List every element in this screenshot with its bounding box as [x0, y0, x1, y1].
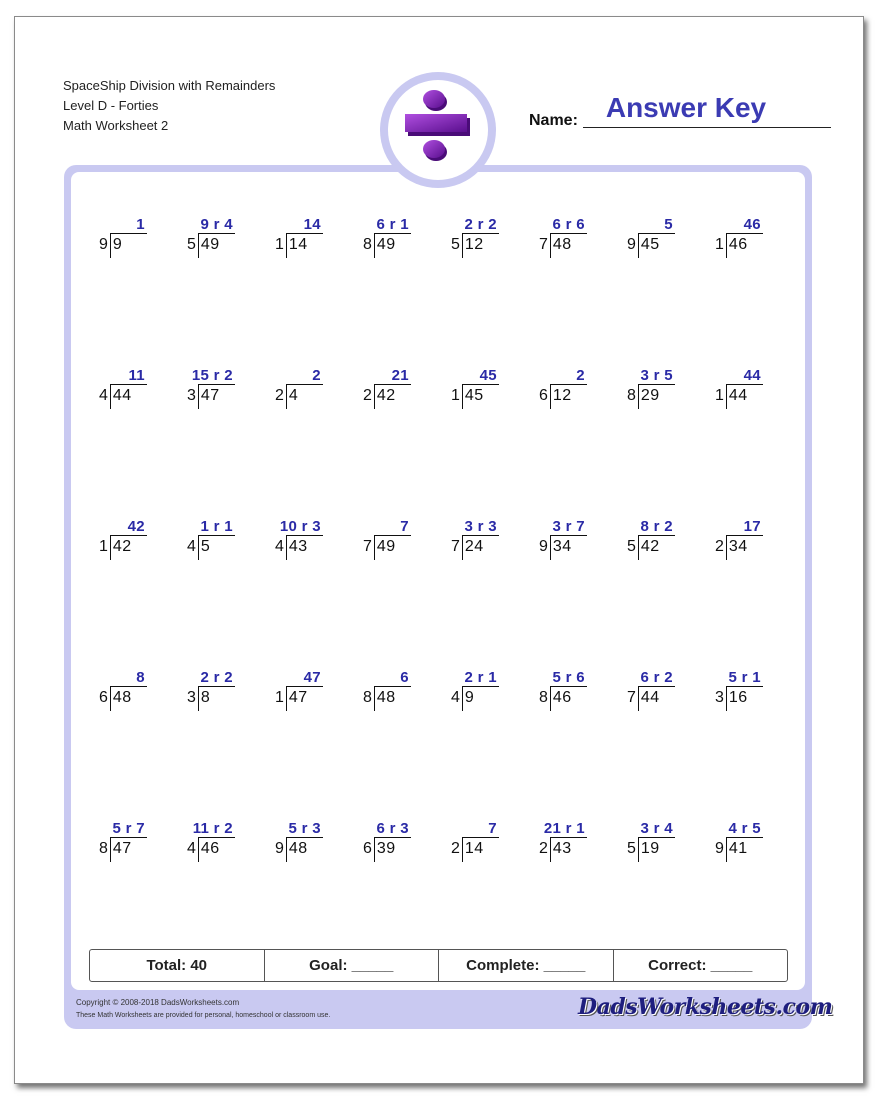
division-problem: [274, 367, 346, 411]
quotient-answer: 14: [303, 216, 321, 233]
divisor: 5: [450, 236, 460, 253]
quotient-answer: 45: [479, 367, 497, 384]
division-problem: [626, 820, 698, 864]
dividend: 47: [112, 840, 132, 857]
quotient-answer: 2 r 2: [464, 216, 497, 233]
quotient-answer: 3 r 4: [640, 820, 673, 837]
divisor: 9: [626, 236, 636, 253]
quotient-answer: 6 r 6: [552, 216, 585, 233]
divisor: 4: [186, 538, 196, 555]
name-line: [583, 127, 831, 128]
quotient-answer: 3 r 7: [552, 518, 585, 535]
division-problem: [98, 669, 170, 713]
quotient-answer: 8: [136, 669, 145, 686]
dividend: 34: [552, 538, 572, 555]
dividend: 41: [728, 840, 748, 857]
dividend: 44: [112, 387, 132, 404]
divisor: 4: [98, 387, 108, 404]
divisor: 8: [362, 236, 372, 253]
quotient-answer: 3 r 5: [640, 367, 673, 384]
problem-area: [71, 172, 805, 990]
dividend: 48: [376, 689, 396, 706]
total-cell: Total: 40: [90, 950, 265, 981]
division-problem: [362, 669, 434, 713]
quotient-answer: 6 r 1: [376, 216, 409, 233]
quotient-answer: 5 r 6: [552, 669, 585, 686]
dividend: 4: [288, 387, 299, 404]
division-problem: [450, 367, 522, 411]
quotient-answer: 2 r 2: [200, 669, 233, 686]
division-problem: [98, 216, 170, 260]
worksheet-title: SpaceShip Division with Remainders: [63, 78, 276, 93]
division-problem: [626, 216, 698, 260]
quotient-answer: 21 r 1: [543, 820, 585, 837]
division-problem: [626, 669, 698, 713]
division-problem: [362, 216, 434, 260]
dividend: 12: [552, 387, 572, 404]
divisor: 3: [714, 689, 724, 706]
division-problem: [274, 669, 346, 713]
quotient-answer: 1 r 1: [200, 518, 233, 535]
divisor: 5: [626, 840, 636, 857]
quotient-answer: 5 r 1: [728, 669, 761, 686]
division-problem: [450, 669, 522, 713]
dividend: 44: [728, 387, 748, 404]
copyright-text: Copyright © 2008-2018 DadsWorksheets.com: [76, 998, 240, 1007]
division-problem: [186, 216, 258, 260]
divisor: 4: [274, 538, 284, 555]
divisor: 6: [362, 840, 372, 857]
divisor: 9: [538, 538, 548, 555]
divisor: 3: [186, 387, 196, 404]
division-problem: [274, 518, 346, 562]
divisor: 1: [98, 538, 108, 555]
divisor: 9: [98, 236, 108, 253]
division-problem: [714, 367, 786, 411]
dividend: 48: [288, 840, 308, 857]
quotient-answer: 21: [391, 367, 409, 384]
quotient-answer: 2: [312, 367, 321, 384]
division-problem: [714, 820, 786, 864]
dividend: 14: [288, 236, 308, 253]
dividend: 49: [376, 538, 396, 555]
quotient-answer: 2 r 1: [464, 669, 497, 686]
divisor: 2: [274, 387, 284, 404]
dividend: 47: [200, 387, 220, 404]
quotient-answer: 6 r 3: [376, 820, 409, 837]
divisor: 7: [362, 538, 372, 555]
divisor: 1: [450, 387, 460, 404]
dividend: 44: [640, 689, 660, 706]
dividend: 48: [112, 689, 132, 706]
dividend: 42: [640, 538, 660, 555]
dividend: 12: [464, 236, 484, 253]
quotient-answer: 10 r 3: [279, 518, 321, 535]
divisor: 7: [626, 689, 636, 706]
division-problem: [362, 367, 434, 411]
division-problem: [450, 518, 522, 562]
divisor: 7: [450, 538, 460, 555]
division-problem: [450, 216, 522, 260]
divisor: 6: [98, 689, 108, 706]
divisor: 9: [274, 840, 284, 857]
division-problem: [538, 518, 610, 562]
quotient-answer: 15 r 2: [191, 367, 233, 384]
quotient-answer: 7: [400, 518, 409, 535]
quotient-answer: 46: [743, 216, 761, 233]
divisor: 8: [538, 689, 548, 706]
division-problem: [98, 518, 170, 562]
divisor: 1: [274, 689, 284, 706]
dividend: 8: [200, 689, 211, 706]
dividend: 16: [728, 689, 748, 706]
divisor: 5: [626, 538, 636, 555]
dividend: 14: [464, 840, 484, 857]
division-problem: [626, 518, 698, 562]
quotient-answer: 7: [488, 820, 497, 837]
division-problem: [450, 820, 522, 864]
quotient-answer: 5 r 3: [288, 820, 321, 837]
division-problem: [98, 820, 170, 864]
quotient-answer: 9 r 4: [200, 216, 233, 233]
dividend: 49: [376, 236, 396, 253]
dividend: 24: [464, 538, 484, 555]
divisor: 5: [186, 236, 196, 253]
divisor: 8: [362, 689, 372, 706]
dividend: 5: [200, 538, 211, 555]
quotient-answer: 47: [303, 669, 321, 686]
quotient-answer: 44: [743, 367, 761, 384]
quotient-answer: 5: [664, 216, 673, 233]
division-problem: [274, 820, 346, 864]
division-problem: [98, 367, 170, 411]
divisor: 2: [362, 387, 372, 404]
goal-cell: Goal: _____: [265, 950, 440, 981]
dividend: 42: [376, 387, 396, 404]
brand-logo: DadsWorksheets.com: [578, 994, 833, 1020]
division-problem: [362, 518, 434, 562]
division-problem: [626, 367, 698, 411]
divisor: 2: [714, 538, 724, 555]
dividend: 49: [200, 236, 220, 253]
dividend: 9: [112, 236, 123, 253]
divisor: 9: [714, 840, 724, 857]
dividend: 43: [288, 538, 308, 555]
answer-key-text: Answer Key: [605, 92, 767, 123]
division-problem: [362, 820, 434, 864]
complete-cell: Complete: _____: [439, 950, 614, 981]
divisor: 2: [538, 840, 548, 857]
quotient-answer: 6 r 2: [640, 669, 673, 686]
quotient-answer: 17: [743, 518, 761, 535]
divisor: 7: [538, 236, 548, 253]
dividend: 46: [552, 689, 572, 706]
division-problem: [538, 216, 610, 260]
quotient-answer: 42: [127, 518, 145, 535]
quotient-answer: 2: [576, 367, 585, 384]
divisor: 4: [450, 689, 460, 706]
usage-notice: These Math Worksheets are provided for personal, homeschool or classroom use.: [76, 1012, 331, 1019]
division-problem: [538, 669, 610, 713]
quotient-answer: 3 r 3: [464, 518, 497, 535]
division-problem: [538, 367, 610, 411]
dividend: 46: [200, 840, 220, 857]
score-bar: [89, 949, 788, 982]
dividend: 48: [552, 236, 572, 253]
divisor: 8: [98, 840, 108, 857]
dividend: 39: [376, 840, 396, 857]
dividend: 29: [640, 387, 660, 404]
dividend: 34: [728, 538, 748, 555]
divisor: 3: [186, 689, 196, 706]
division-problem: [538, 820, 610, 864]
division-problem: [186, 820, 258, 864]
quotient-answer: 5 r 7: [112, 820, 145, 837]
divisor: 4: [186, 840, 196, 857]
dividend: 46: [728, 236, 748, 253]
divisor: 1: [714, 387, 724, 404]
division-problem: [714, 669, 786, 713]
dividend: 47: [288, 689, 308, 706]
dividend: 9: [464, 689, 475, 706]
division-problem: [186, 518, 258, 562]
divisor: 6: [538, 387, 548, 404]
division-problem: [714, 216, 786, 260]
quotient-answer: 6: [400, 669, 409, 686]
quotient-answer: 1: [136, 216, 145, 233]
name-label: Name:: [529, 112, 578, 129]
division-problem: [714, 518, 786, 562]
dividend: 19: [640, 840, 660, 857]
division-problem: [186, 669, 258, 713]
dividend: 42: [112, 538, 132, 555]
dividend: 43: [552, 840, 572, 857]
divisor: 1: [274, 236, 284, 253]
dividend: 45: [464, 387, 484, 404]
quotient-answer: 11 r 2: [192, 820, 233, 837]
quotient-answer: 4 r 5: [728, 820, 761, 837]
quotient-answer: 11: [128, 367, 145, 384]
worksheet-subtitle: Math Worksheet 2: [63, 118, 169, 133]
divisor: 1: [714, 236, 724, 253]
division-problem: [274, 216, 346, 260]
divisor: 2: [450, 840, 460, 857]
division-problem: [186, 367, 258, 411]
quotient-answer: 8 r 2: [640, 518, 673, 535]
dividend: 45: [640, 236, 660, 253]
worksheet-level: Level D - Forties: [63, 98, 159, 113]
divisor: 8: [626, 387, 636, 404]
division-symbol-icon: [400, 88, 476, 168]
correct-cell: Correct: _____: [648, 957, 753, 974]
